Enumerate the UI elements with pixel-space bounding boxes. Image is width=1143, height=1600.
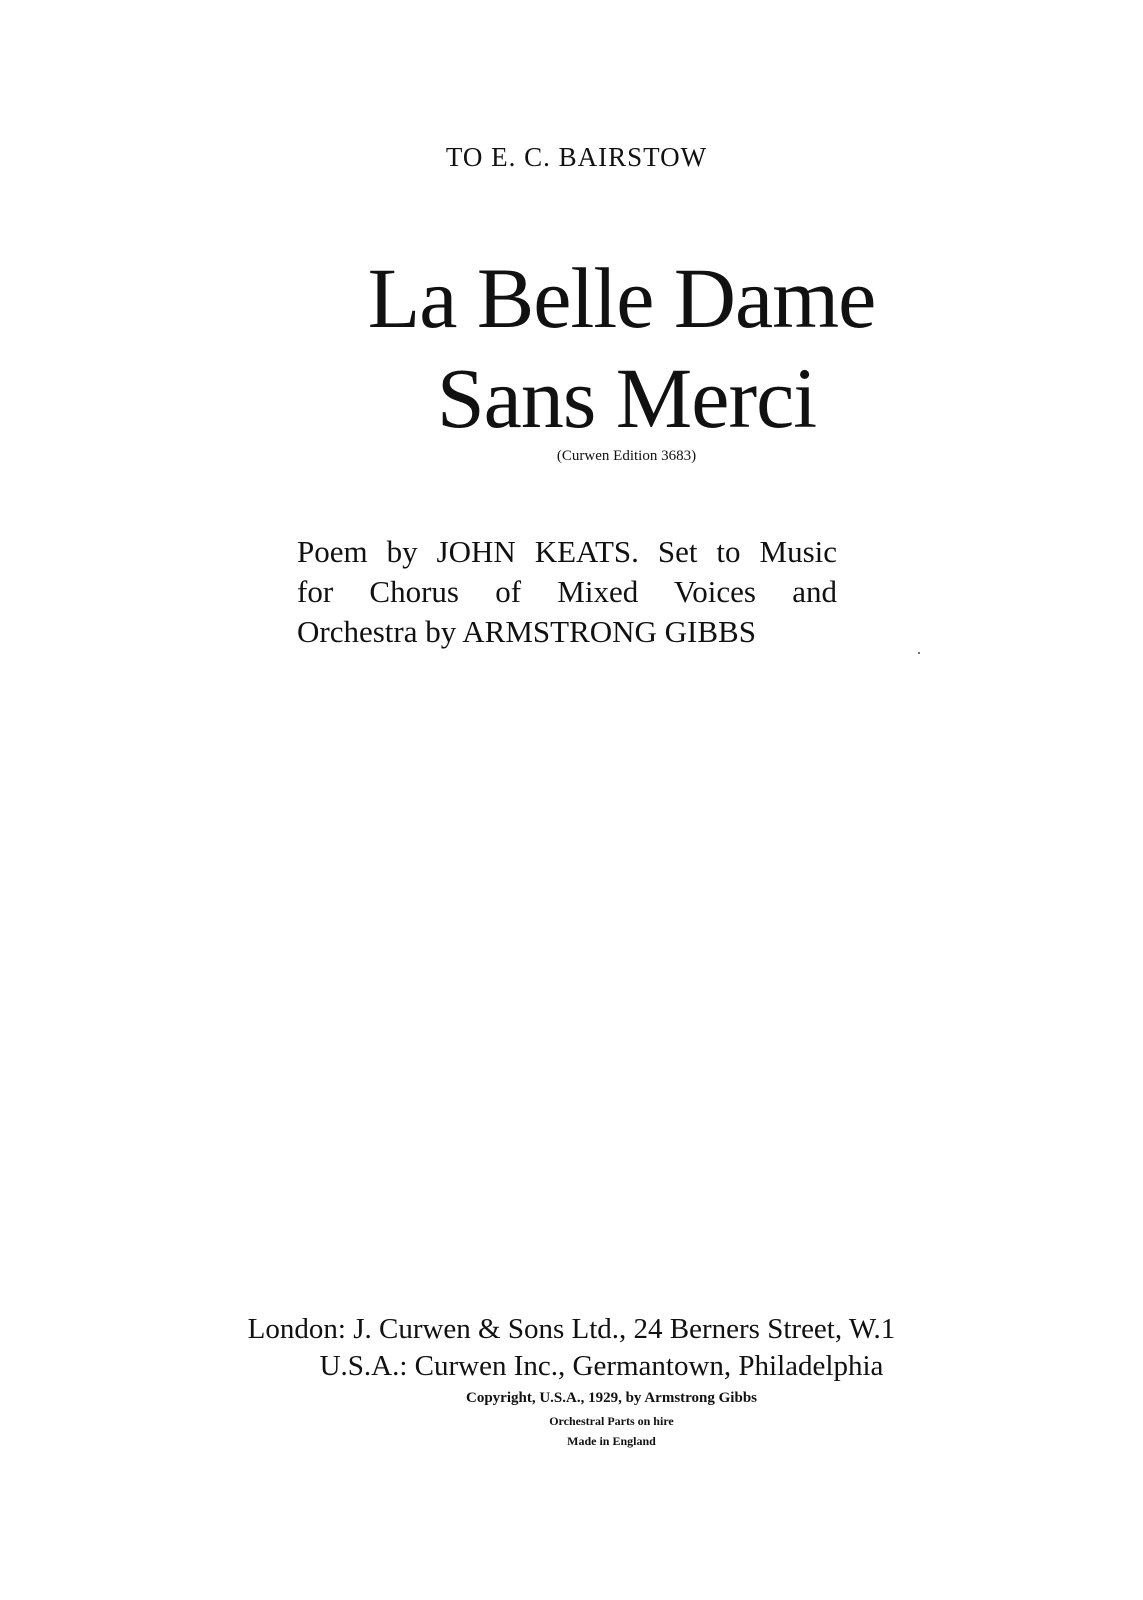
dedication: TO E. C. BAIRSTOW xyxy=(445,142,708,172)
edition-number: (Curwen Edition 3683) xyxy=(556,448,697,464)
made-in-note: Made in England xyxy=(567,1434,656,1448)
imprint-london: London: J. Curwen & Sons Ltd., 24 Berners Street, W.1 xyxy=(247,1313,896,1345)
orchestral-parts-note: Orchestral Parts on hire xyxy=(549,1414,674,1428)
copyright-notice: Copyright, U.S.A., 1929, by Armstrong Gibbs xyxy=(465,1390,757,1406)
imprint-usa: U.S.A.: Curwen Inc., Germantown, Philadelphia xyxy=(319,1350,884,1382)
credit-block xyxy=(297,532,837,652)
title-line-1: La Belle Dame xyxy=(367,250,876,346)
credit-line-3: Orchestra by ARMSTRONG GIBBS xyxy=(297,614,756,649)
credit-line-1: Poem by JOHN KEATS. Set to Music xyxy=(297,534,837,569)
title-line-2: Sans Merci xyxy=(436,350,817,446)
credit-line-2: for Chorus of Mixed Voices and xyxy=(297,574,837,609)
stray-mark xyxy=(918,652,920,654)
